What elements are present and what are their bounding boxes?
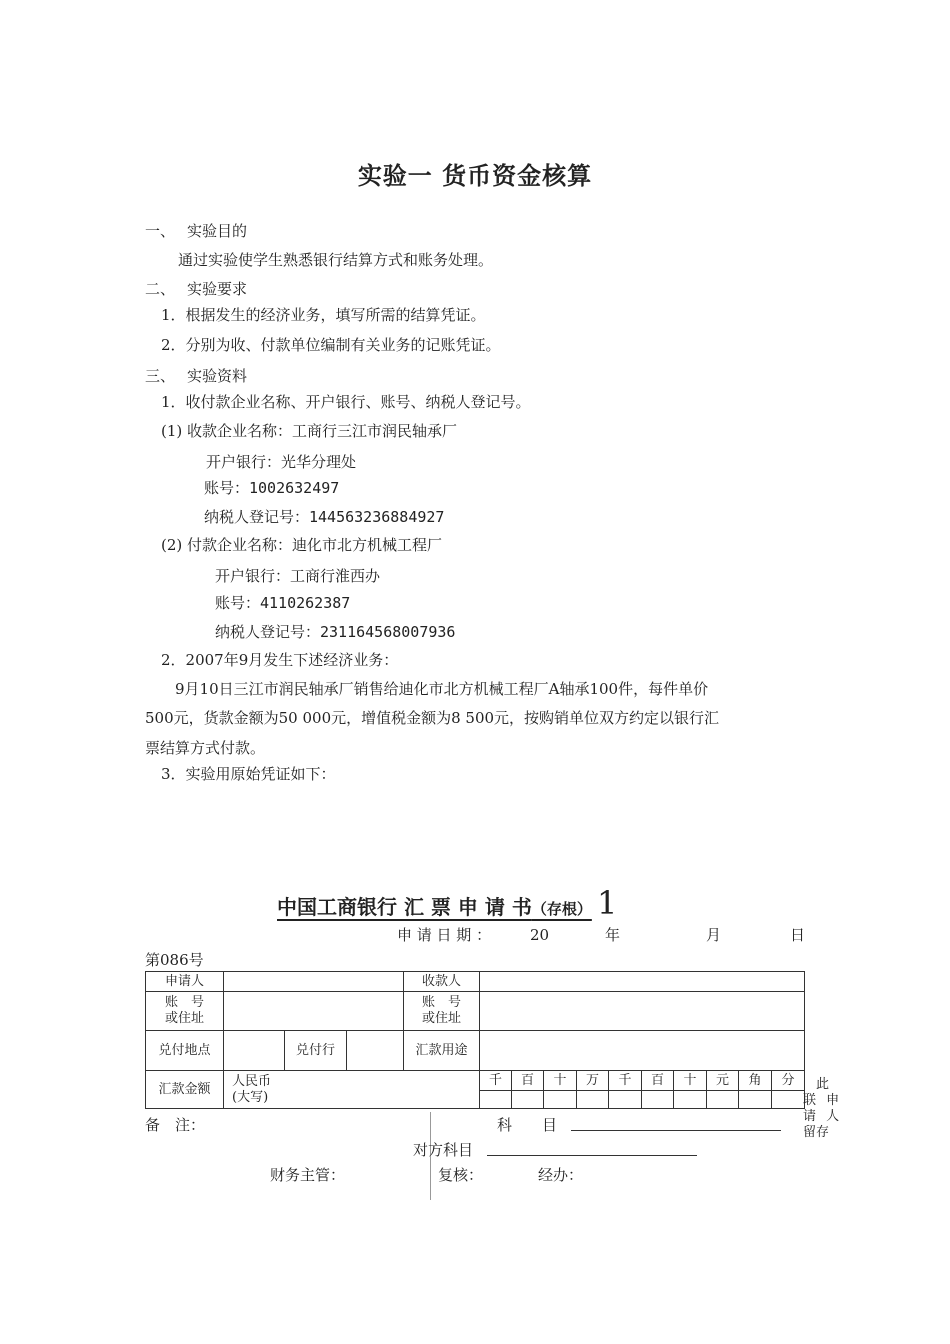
amount-label: 汇款金额	[146, 1071, 224, 1109]
purpose-label: 汇款用途	[404, 1031, 480, 1071]
payer-name: (2) 付款企业名称：迪化市北方机械工程厂	[161, 536, 443, 554]
digit-cell[interactable]	[772, 1091, 805, 1109]
subject-field[interactable]	[571, 1130, 781, 1131]
digit-cell[interactable]	[544, 1091, 577, 1109]
digit-header: 千	[609, 1071, 642, 1091]
applicant-field[interactable]	[224, 972, 404, 992]
digit-cell[interactable]	[512, 1091, 544, 1109]
payer-account: 账号：4110262387	[215, 594, 351, 612]
digit-header: 元	[707, 1071, 739, 1091]
applicant-account-field[interactable]	[224, 992, 404, 1031]
form-title-group	[277, 884, 617, 922]
digit-cell[interactable]	[577, 1091, 609, 1109]
section-3-item-1: 1．收付款企业名称、开户银行、账号、纳税人登记号。	[161, 393, 531, 411]
digit-header: 分	[772, 1071, 805, 1091]
digit-cell[interactable]	[642, 1091, 674, 1109]
pay-bank-label: 兑付行	[285, 1031, 347, 1071]
section-3-number: 三、	[145, 367, 176, 385]
digit-cell[interactable]	[674, 1091, 707, 1109]
digit-cell[interactable]	[739, 1091, 772, 1109]
digit-header: 百	[512, 1071, 544, 1091]
purpose-field[interactable]	[480, 1031, 805, 1071]
date-year-prefix[interactable]: 20	[530, 926, 550, 944]
form-title: 中国工商银行 汇 票 申 请 书	[277, 895, 532, 919]
digit-header: 十	[544, 1071, 577, 1091]
section-1-text: 通过实验使学生熟悉银行结算方式和账务处理。	[178, 251, 494, 269]
payee-name: (1) 收款企业名称：工商行三江市润民轴承厂	[161, 422, 458, 440]
date-month-label: 月	[706, 926, 722, 944]
remittance-form-table	[145, 971, 805, 1109]
serial-number: 第086号	[145, 951, 204, 969]
side-note-1: 此	[816, 1077, 830, 1092]
review-label: 复核：	[438, 1166, 484, 1184]
date-day-label: 日	[790, 926, 806, 944]
handler-label: 经办：	[538, 1166, 584, 1184]
payee-tax-id: 纳税人登记号：144563236884927	[204, 508, 445, 526]
remark-label: 备 注：	[145, 1116, 206, 1134]
digit-cell[interactable]	[480, 1091, 512, 1109]
payee-account-label: 账 号 或住址	[404, 992, 480, 1031]
digit-cell[interactable]	[707, 1091, 739, 1109]
payer-tax-id: 纳税人登记号：231164568007936	[215, 623, 456, 641]
counter-subject-field[interactable]	[487, 1155, 697, 1156]
section-1-heading: 实验目的	[187, 222, 248, 240]
section-3-item-2: 2．2007年9月发生下述经济业务：	[161, 651, 399, 669]
pay-place-field[interactable]	[224, 1031, 285, 1071]
rmb-label: 人民币	[232, 1073, 272, 1089]
digit-header: 万	[577, 1071, 609, 1091]
digit-header: 十	[674, 1071, 707, 1091]
form-title-suffix: （存根）	[531, 900, 592, 918]
digit-header: 百	[642, 1071, 674, 1091]
side-note-3: 请 人	[803, 1109, 843, 1124]
payee-account-field[interactable]	[480, 992, 805, 1031]
section-2-item-1: 1．根据发生的经济业务，填写所需的结算凭证。	[161, 306, 486, 324]
payee-field[interactable]	[480, 972, 805, 992]
section-3-item-3: 3．实验用原始凭证如下：	[161, 765, 336, 783]
subject-label: 科 目	[497, 1116, 558, 1134]
applicant-label: 申请人	[146, 972, 224, 992]
section-2-number: 二、	[145, 280, 176, 298]
business-line-2: 500元，货款金额为50 000元，增值税金额为8 500元，按购销单位双方约定以银行汇	[145, 709, 720, 727]
amount-capital-field[interactable]	[224, 1071, 480, 1109]
section-1-number: 一、	[145, 222, 176, 240]
capital-label: (大写)	[232, 1089, 269, 1105]
payer-bank: 开户银行：工商行淮西办	[215, 567, 381, 585]
payee-label: 收款人	[404, 972, 480, 992]
side-note-2: 联 申	[803, 1093, 843, 1108]
page-title: 实验一 货币资金核算	[357, 161, 593, 190]
date-label: 申 请 日 期 ：	[397, 926, 492, 944]
date-year-label: 年	[605, 926, 621, 944]
side-note-4: 留存	[803, 1125, 830, 1140]
section-2-item-2: 2．分别为收、付款单位编制有关业务的记账凭证。	[161, 336, 501, 354]
pay-place-label: 兑付地点	[146, 1031, 224, 1071]
digit-cell[interactable]	[609, 1091, 642, 1109]
pay-bank-field[interactable]	[347, 1031, 404, 1071]
section-2-heading: 实验要求	[187, 280, 248, 298]
payee-bank: 开户银行：光华分理处	[206, 453, 357, 471]
form-number: 1	[596, 884, 618, 922]
counter-subject-label: 对方科目	[413, 1141, 474, 1159]
section-3-heading: 实验资料	[187, 367, 248, 385]
business-line-3: 票结算方式付款。	[145, 739, 266, 757]
digit-header: 千	[480, 1071, 512, 1091]
payee-account: 账号：1002632497	[204, 479, 340, 497]
digit-header: 角	[739, 1071, 772, 1091]
applicant-account-label: 账 号 或住址	[146, 992, 224, 1031]
business-line-1: 9月10日三江市润民轴承厂销售给迪化市北方机械工程厂A轴承100件，每件单价	[175, 680, 709, 698]
finance-supervisor-label: 财务主管：	[270, 1166, 346, 1184]
